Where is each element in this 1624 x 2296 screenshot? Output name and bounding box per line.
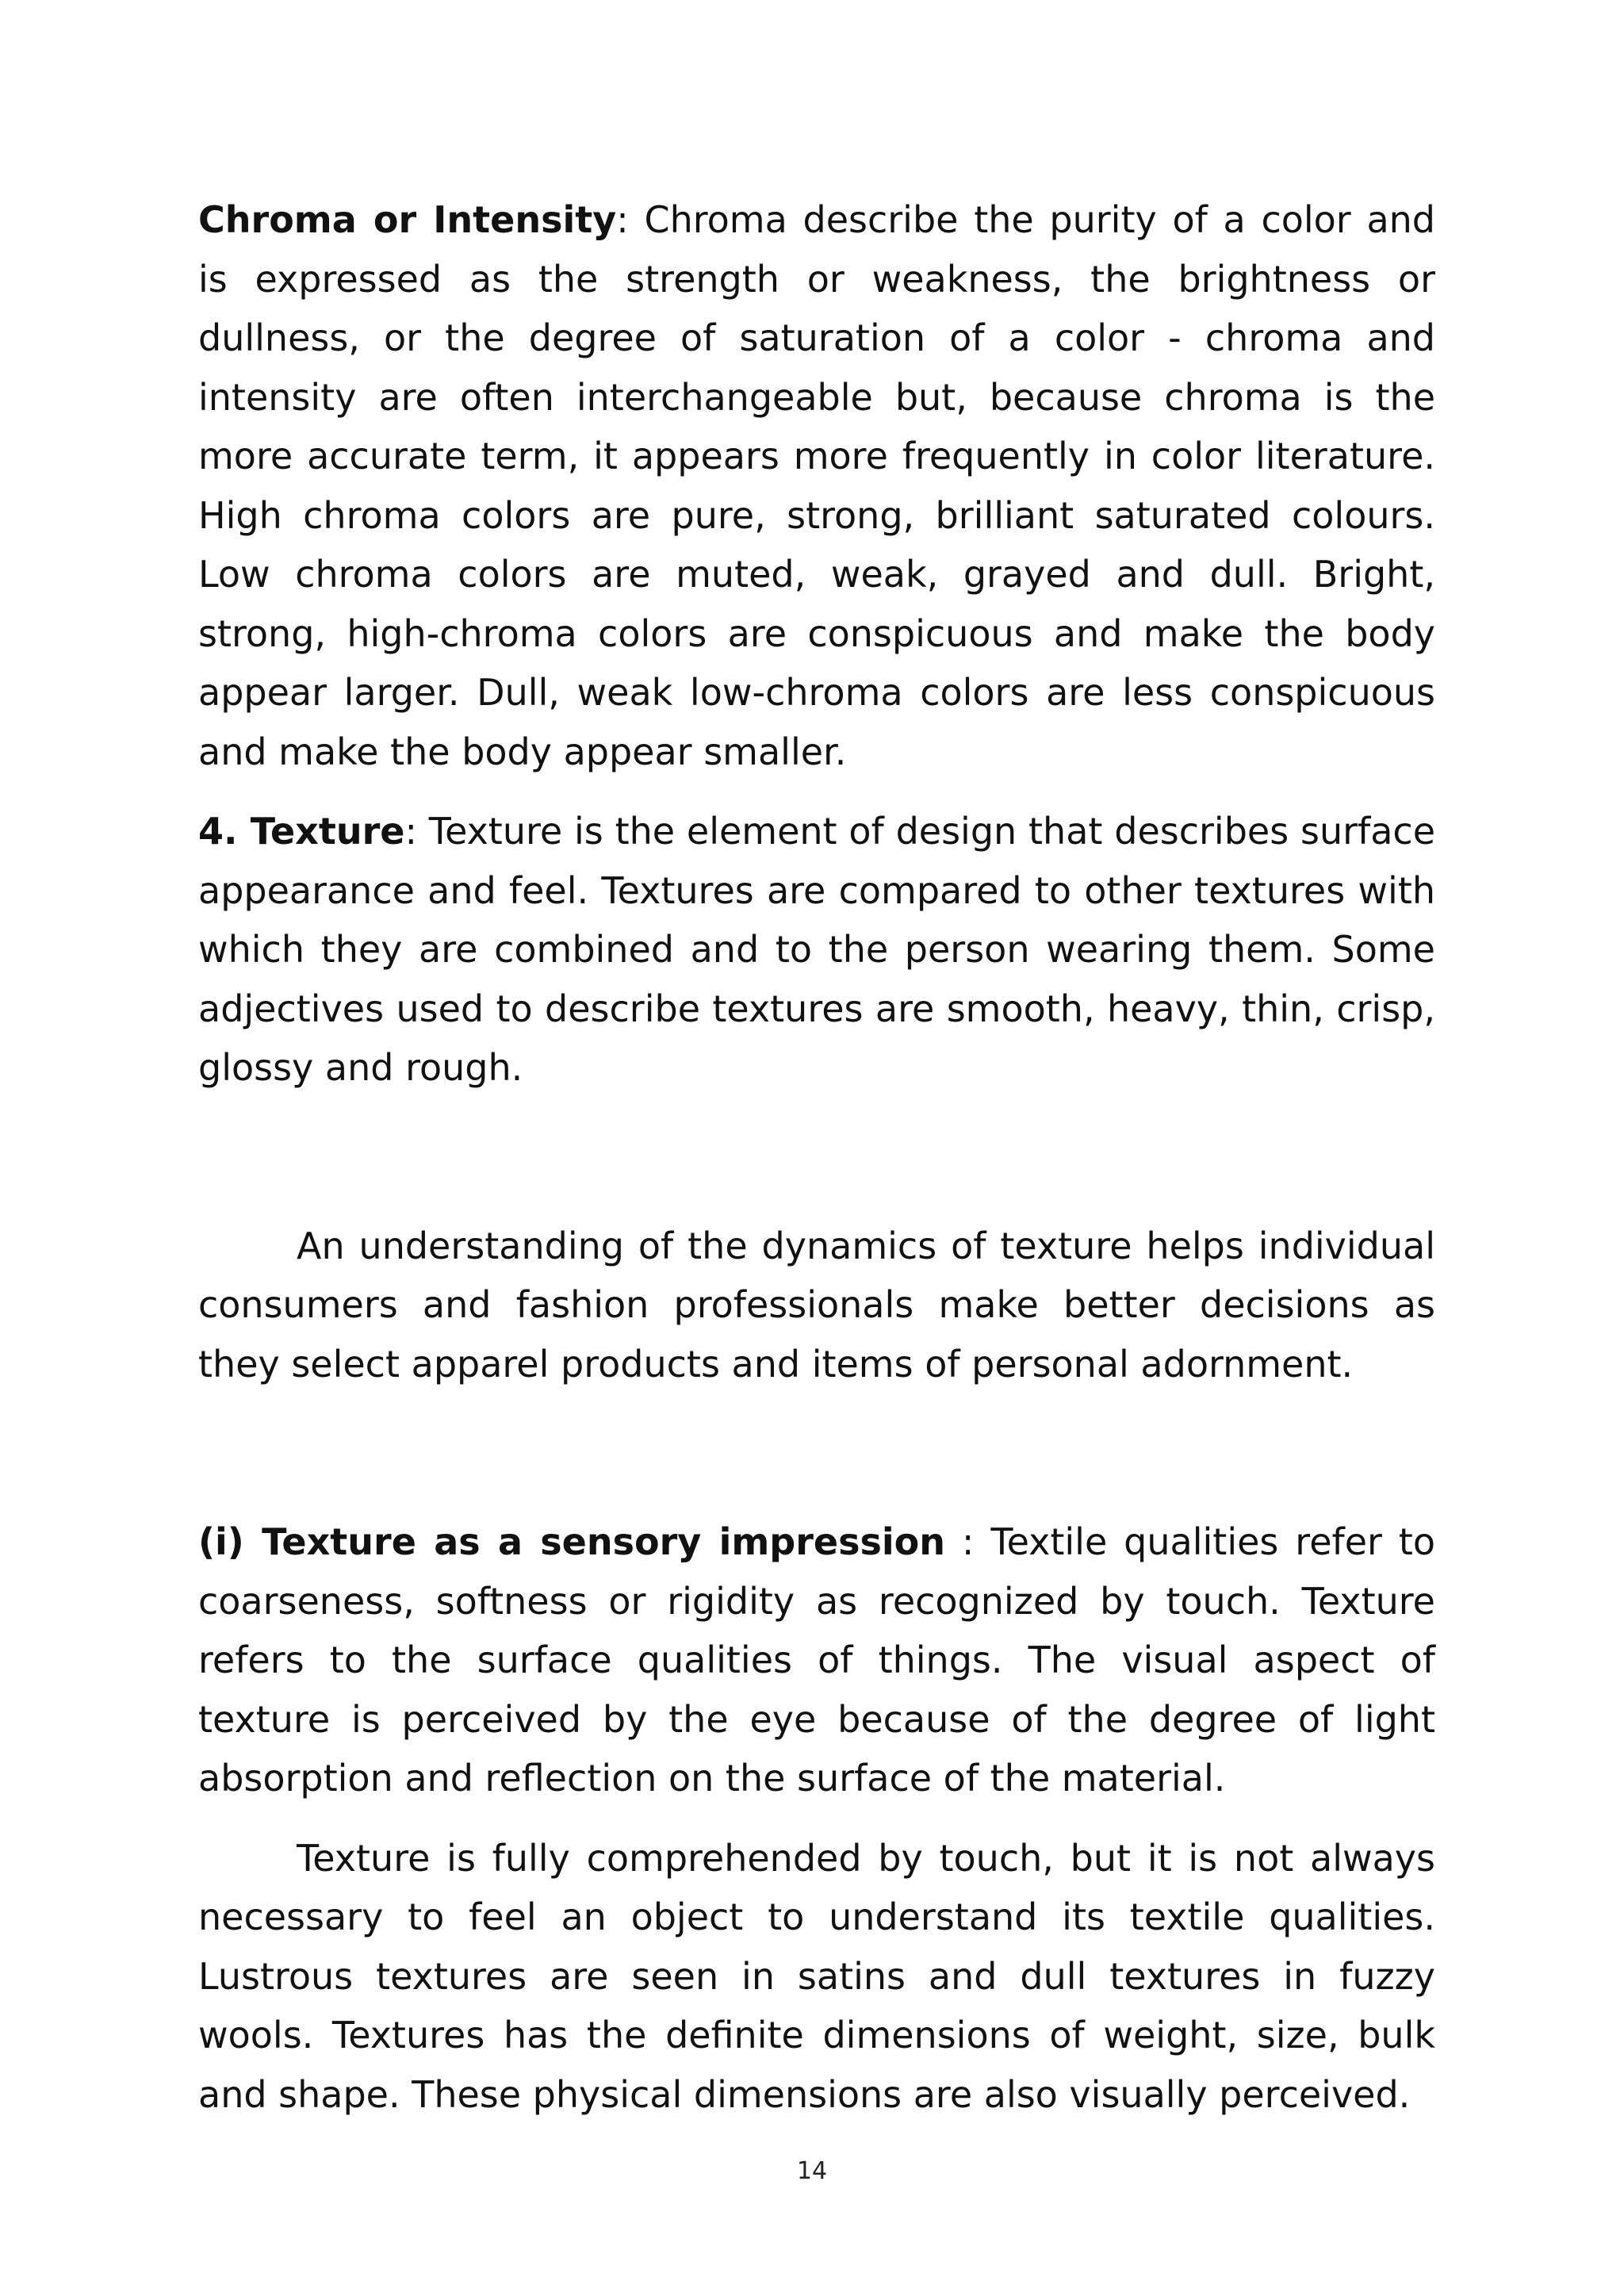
texture-heading: 4. Texture xyxy=(198,810,405,853)
chroma-text: Chroma describe the purity of a color and is expressed as the strength or weakness, the brightness or dullness, or the degree of saturation of a color - chroma and intensity are often interchangeable but, because chroma is the more accurate term, it appears more frequently in color literature. High chroma colors are pure, strong, brilliant saturated colours. Low chroma colors are muted, weak, grayed and dull. Bright, strong, high-chroma colors are conspicuous and make the body appear larger. Dull, weak low-chroma colors are less conspicuous and make the body appear smaller. xyxy=(198,198,1435,773)
sensory-separator: : xyxy=(945,1520,975,1563)
touch-paragraph: Texture is fully comprehended by touch, but it is not always necessary to feel an object to understand its textile qualities. Lustrous textures are seen in satins and dull textures in fuzzy wools. Textures has the definite dimensions of weight, size, bulk and shape. These physical dimensions are also visually perceived. xyxy=(198,1836,1435,2116)
page-body xyxy=(198,190,1435,2124)
sensory-heading: (i) Texture as a sensory impression xyxy=(198,1520,945,1563)
texture-paragraph xyxy=(198,802,1435,1098)
chroma-separator: : xyxy=(616,198,629,241)
texture-separator: : xyxy=(404,810,417,853)
texture-text: Texture is the element of design that describes surface appearance and feel. Textures are compared to other textures with which they are combined and to the person wearing them. Some adjectives used to describe textures are smooth, heavy, thin, crisp, glossy and rough. xyxy=(198,810,1435,1089)
chroma-heading: Chroma or Intensity xyxy=(198,198,617,241)
sensory-text: Textile qualities refer to coarseness, softness or rigidity as recognized by touch. Texture refers to the surface qualities of things. The visual aspect of texture is perceived by the eye because of the degree of light absorption and reflection on the surface of the material. xyxy=(198,1520,1436,1800)
chroma-paragraph xyxy=(198,190,1435,781)
sensory-paragraph xyxy=(198,1512,1435,1808)
understanding-paragraph: An understanding of the dynamics of texture helps individual consumers and fashion professionals make better decisions as they select apparel products and items of personal adornment. xyxy=(198,1224,1435,1386)
page-number: 14 xyxy=(796,2157,828,2185)
